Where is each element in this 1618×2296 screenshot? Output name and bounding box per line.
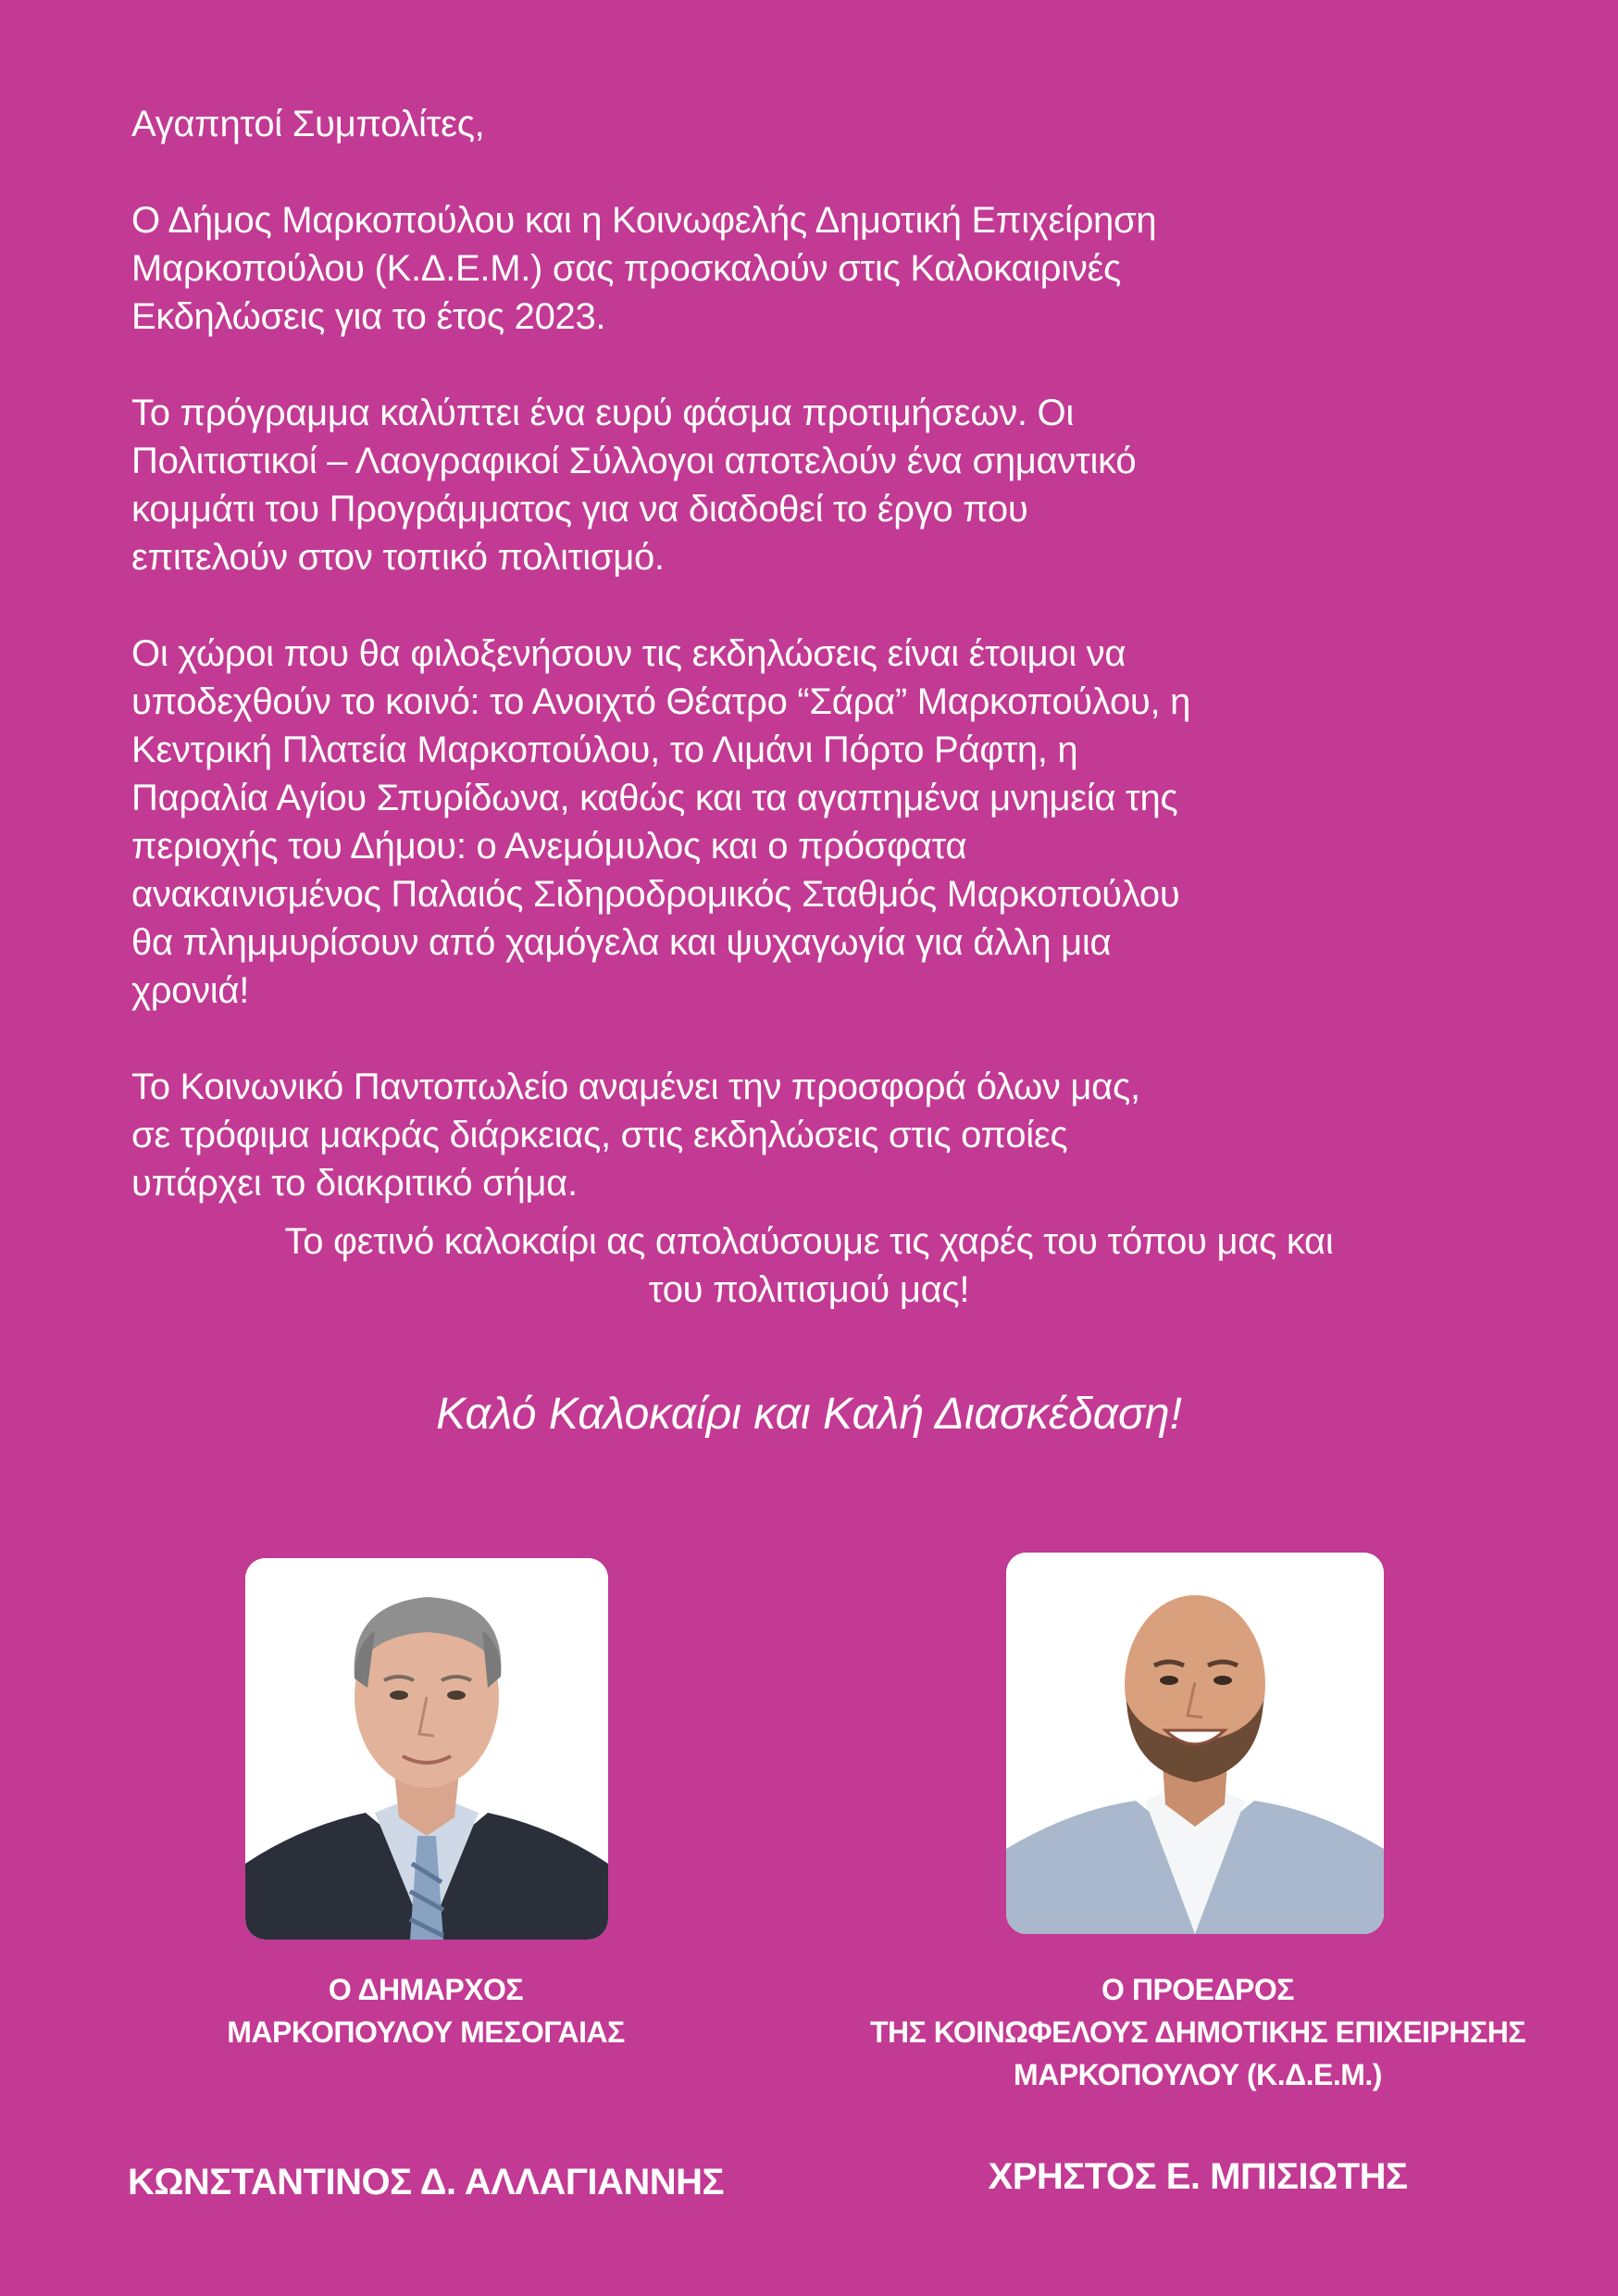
letter-body [131, 100, 1520, 1255]
text-line: Κεντρική Πλατεία Μαρκοπούλου, το Λιμάνι Πόρτο Ράφτη, η [131, 730, 1078, 770]
paragraph-program [131, 389, 1520, 581]
president-title [809, 1968, 1587, 2096]
title-line: ΜΑΡΚΟΠΟΥΛΟΥ (Κ.Δ.Ε.Μ.) [1014, 2058, 1382, 2091]
title-line: Ο ΠΡΟΕΔΡΟΣ [1101, 1973, 1294, 2006]
text-line: περιοχής του Δήμου: ο Ανεμόμυλος και ο πρόσφατα [131, 826, 967, 867]
text-line: Εκδηλώσεις για το έτος 2023. [131, 296, 606, 337]
president-name: ΧΡΗΣΤΟΣ Ε. ΜΠΙΣΙΩΤΗΣ [988, 2156, 1408, 2197]
text-line: επιτελούν στον τοπικό πολιτισμό. [131, 537, 665, 578]
text-line: ανακαινισμένος Παλαιός Σιδηροδρομικός Σταθμός Μαρκοπούλου [131, 874, 1180, 915]
text-line: Παραλία Αγίου Σπυρίδωνα, καθώς και τα αγαπημένα μνημεία της [131, 778, 1178, 818]
text-line: υποδεχθούν το κοινό: το Ανοιχτό Θέατρο “Σάρα” Μαρκοπούλου, η [131, 681, 1191, 722]
mayor-title [56, 1968, 796, 2053]
text-line: Πολιτιστικοί – Λαογραφικοί Σύλλογοι αποτελούν ένα σημαντικό [131, 441, 1137, 481]
text-line: Το φετινό καλοκαίρι ας απολαύσουμε τις χαρές του τόπου μας και [284, 1221, 1334, 1262]
title-line: ΤΗΣ ΚΟΙΝΩΦΕΛΟΥΣ ΔΗΜΟΤΙΚΗΣ ΕΠΙΧΕΙΡΗΣΗΣ [869, 2015, 1526, 2049]
text-line: χρονιά! [131, 970, 250, 1011]
closing-paragraph [0, 1217, 1618, 1314]
paragraph-food-bank [131, 1063, 1520, 1207]
text-line: κομμάτι του Προγράμματος για να διαδοθεί το έργο που [131, 489, 1028, 530]
text-line: Οι χώροι που θα φιλοξενήσουν τις εκδηλώσεις είναι έτοιμοι να [131, 633, 1126, 674]
mayor-name: ΚΩΝΣΤΑΝΤΙΝΟΣ Δ. ΑΛΛΑΓΙΑΝΝΗΣ [127, 2162, 725, 2202]
paragraph-venues [131, 630, 1520, 1015]
text-line: υπάρχει το διακριτικό σήμα. [131, 1163, 578, 1204]
text-line: του πολιτισμού μας! [648, 1269, 970, 1310]
text-line: θα πλημμυρίσουν από χαμόγελα και ψυχαγωγία για άλλη μια [131, 922, 1112, 963]
text-line: σε τρόφιμα μακράς διάρκειας, στις εκδηλώσεις στις οποίες [131, 1115, 1068, 1155]
text-line: Μαρκοπούλου (Κ.Δ.Ε.Μ.) σας προσκαλούν στις Καλοκαιρινές [131, 248, 1122, 289]
text-line: Το πρόγραμμα καλύπτει ένα ευρύ φάσμα προτιμήσεων. Οι [131, 393, 1074, 433]
title-line: ΜΑΡΚΟΠΟΥΛΟΥ ΜΕΣΟΓΑΙΑΣ [227, 2015, 625, 2049]
mayor-portrait-icon [245, 1558, 608, 1940]
text-line: Ο Δήμος Μαρκοπούλου και η Κοινωφελής Δημοτική Επιχείρηση [131, 200, 1157, 241]
text-line: Το Κοινωνικό Παντοπωλείο αναμένει την προσφορά όλων μας, [131, 1067, 1140, 1107]
president-portrait-icon [1006, 1553, 1384, 1934]
salutation: Αγαπητοί Συμπολίτες, [131, 104, 485, 144]
summer-wish: Καλό Καλοκαίρι και Καλή Διασκέδαση! [436, 1390, 1182, 1439]
title-line: Ο ΔΗΜΑΡΧΟΣ [328, 1973, 524, 2006]
paragraph-invitation [131, 196, 1520, 341]
